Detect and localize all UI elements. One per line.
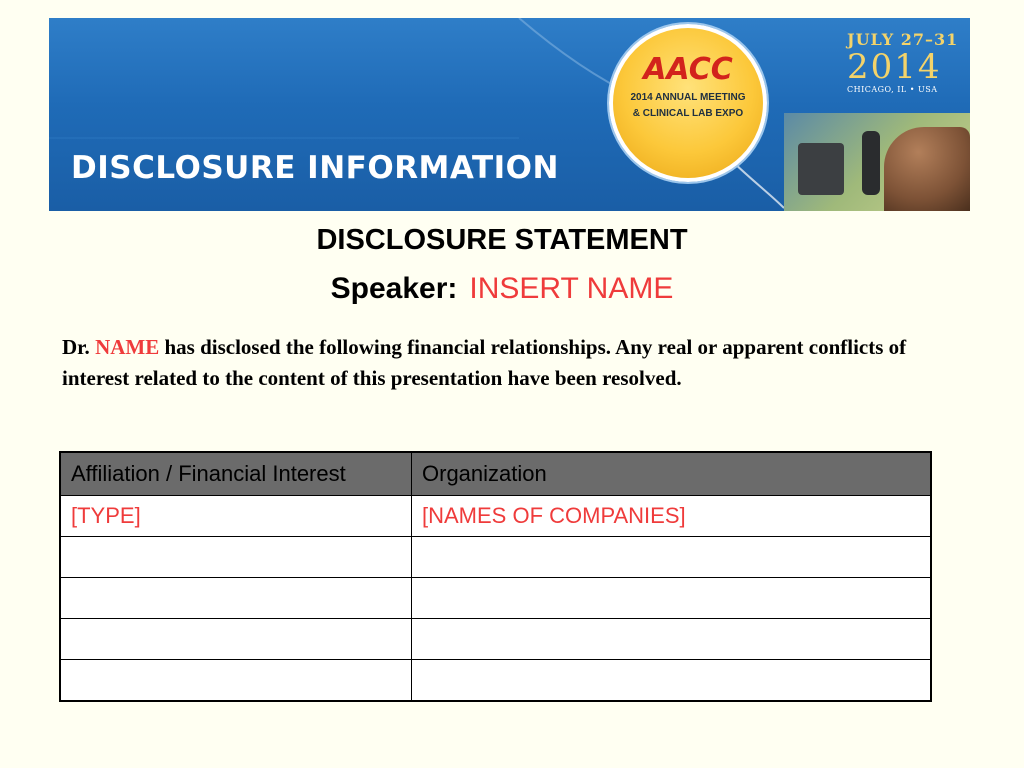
cell-affiliation	[60, 537, 412, 578]
logo-line-1: 2014 ANNUAL MEETING	[630, 92, 746, 103]
speaker-line	[0, 272, 1004, 306]
logo-name: AACC	[643, 52, 733, 87]
cell-affiliation	[60, 660, 412, 702]
speaker-name: INSERT NAME	[469, 272, 674, 305]
table-row	[60, 578, 931, 619]
lab-photo	[784, 113, 970, 211]
table-row	[60, 496, 931, 537]
scientist-image	[884, 127, 970, 211]
banner-title: DISCLOSURE INFORMATION	[71, 150, 559, 186]
event-date	[847, 30, 958, 94]
paragraph-prefix: Dr.	[62, 335, 90, 359]
aacc-logo	[609, 24, 767, 182]
cell-organization	[412, 619, 932, 660]
paragraph-text: has disclosed the following financial relationships. Any real or apparent conflicts of interest related to the content of this presentation have been resolved.	[62, 335, 907, 390]
lab-device-image	[798, 143, 844, 195]
column-header-affiliation: Affiliation / Financial Interest	[60, 452, 412, 496]
table-header-row	[60, 452, 931, 496]
disclosure-paragraph	[62, 332, 922, 394]
cell-affiliation: [TYPE]	[60, 496, 412, 537]
header-banner	[49, 18, 970, 211]
date-range: JULY 27–31	[847, 30, 959, 49]
cell-organization	[412, 660, 932, 702]
cell-organization	[412, 537, 932, 578]
table-row	[60, 537, 931, 578]
cell-organization	[412, 578, 932, 619]
table-row	[60, 619, 931, 660]
cell-affiliation	[60, 578, 412, 619]
paragraph-name: NAME	[95, 335, 160, 359]
date-year: 2014	[847, 47, 942, 87]
date-city: CHICAGO, IL • USA	[847, 85, 938, 94]
cell-affiliation	[60, 619, 412, 660]
cell-organization: [NAMES OF COMPANIES]	[412, 496, 932, 537]
table-row	[60, 660, 931, 702]
page-title: DISCLOSURE STATEMENT	[316, 224, 688, 256]
column-header-organization: Organization	[412, 452, 932, 496]
disclosure-table	[59, 451, 932, 702]
microscope-image	[862, 131, 880, 195]
speaker-label: Speaker:	[330, 272, 458, 305]
logo-line-2: & CLINICAL LAB EXPO	[632, 108, 744, 119]
